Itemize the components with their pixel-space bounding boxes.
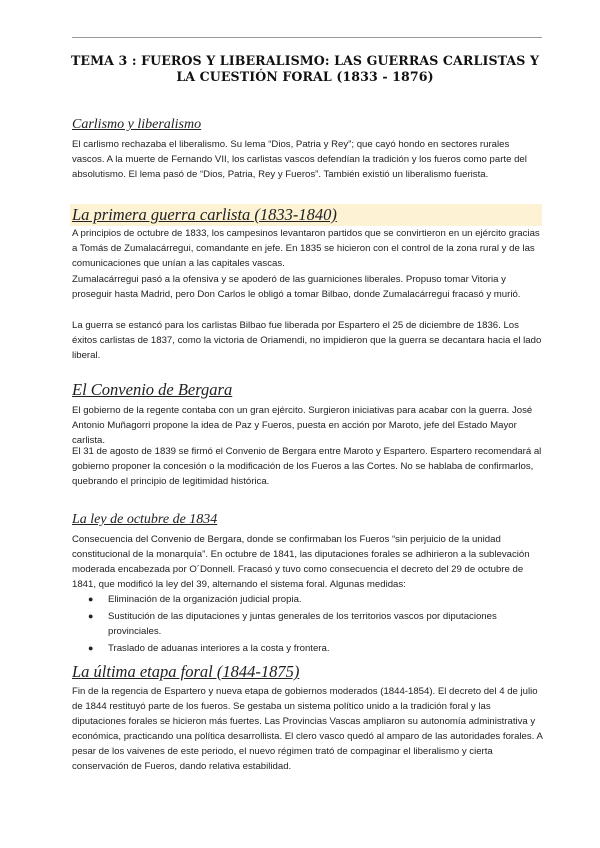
paragraph-carlismo: El carlismo rechazaba el liberalismo. Su lema “Dios, Patria y Rey”; que cayó hondo en sectores rurales vascos. A la muerte de Fernando VII, los carlistas vascos defendían la tradición y los fueros como parte del absolutismo. El lema pasó de “Dios, Patria, Rey y Fueros”. También existió un liberalismo fuerista.: [72, 139, 527, 180]
heading-ultima-etapa: La última etapa foral (1844-1875): [72, 662, 300, 681]
list-item: [72, 609, 544, 639]
heading-ley-octubre: La ley de octubre de 1834: [72, 512, 218, 527]
heading-primera-guerra: La primera guerra carlista (1833-1840): [72, 205, 337, 224]
list-item-text: Sustitución de las diputaciones y juntas generales de los territorios vascos por diputaciones provinciales.: [108, 611, 497, 637]
list-item-text: Traslado de aduanas interiores a la costa y frontera.: [108, 643, 330, 654]
list-item: [72, 592, 544, 607]
paragraph-ultima-etapa: Fin de la regencia de Espartero y nueva etapa de gobiernos moderados (1844-1854). El decreto del 4 de julio de 1844 restituyó parte de los fueros. Se gestaba un sistema político unido a la tradición foral y las diputaciones forales se hicieron más fuertes. Las Provincias Vascas ampliaron su autonomía administrativa y económica, practicando una política desarrollista. El clero vasco quedó al amparo de las autoridades forales. A pesar de los vaivenes de este periodo, el nuevo régimen trató de compaginar el liberalismo y cierta conservación de Fueros, dando relativa estabilidad.: [72, 686, 543, 772]
bullet-icon: ●: [88, 643, 94, 653]
heading-carlismo-liberalismo: Carlismo y liberalismo: [72, 117, 202, 132]
list-item-text: Eliminación de la organización judicial propia.: [108, 594, 302, 605]
heading-convenio-bergara: El Convenio de Bergara: [72, 380, 233, 399]
bullet-icon: ●: [88, 594, 94, 604]
paragraph-bergara-1: El gobierno de la regente contaba con un gran ejército. Surgieron iniciativas para acabar con la guerra. José Antonio Muñagorri propone la idea de Paz y Fueros, puesta en acción por Maroto, jefe del Estado Mayor carlista.: [72, 405, 533, 446]
paragraph-guerra-2: Zumalacárregui pasó a la ofensiva y se apoderó de las guarniciones liberales. Propuso tomar Vitoria y proseguir hasta Madrid, pero Don Carlos le obligó a tomar Bilbao, donde Zumalacárregui fracasó y murió.: [72, 274, 521, 300]
page-title: TEMA 3 : FUEROS Y LIBERALISMO: LAS GUERRAS CARLISTAS Y LA CUESTIÓN FORAL (1833 - 1876): [70, 53, 540, 84]
paragraph-ley: Consecuencia del Convenio de Bergara, donde se confirmaban los Fueros “sin perjuicio de la unidad constitucional de la monarquía”. En octubre de 1841, las diputaciones forales se adhirieron a la sublevación moderada encabezada por O´Donnell. Fracasó y tuvo como consecuencia el decreto del 29 de octubre de 1841, que modificó la ley del 39, alternando el sistema foral. Algunas medidas:: [72, 534, 530, 590]
bullet-icon: ●: [88, 611, 94, 621]
paragraph-guerra-3: La guerra se estancó para los carlistas Bilbao fue liberada por Espartero el 25 de diciembre de 1836. Los éxitos carlistas de 1837, como la victoria de Oriamendi, no impidieron que la guerra se decantara hacia el lado liberal.: [72, 320, 542, 361]
paragraph-guerra-1: A principios de octubre de 1833, los campesinos levantaron partidos que se convirtieron en un ejército gracias a Tomás de Zumalacárregui, comandante en jefe. En 1835 se hicieron con el control de la zona rural y de las comunicaciones que unían a las capitales vascas.: [72, 228, 540, 269]
top-rule: [72, 37, 542, 38]
measures-list: [72, 592, 544, 658]
paragraph-bergara-2: El 31 de agosto de 1839 se firmó el Convenio de Bergara entre Maroto y Espartero. Espartero recomendará al gobierno proponer la concesión o la modificación de los Fueros a las Cortes. No se hablaba de confirmarlos, quebrando el principio de legitimidad histórica.: [72, 446, 542, 487]
list-item: [72, 641, 544, 656]
